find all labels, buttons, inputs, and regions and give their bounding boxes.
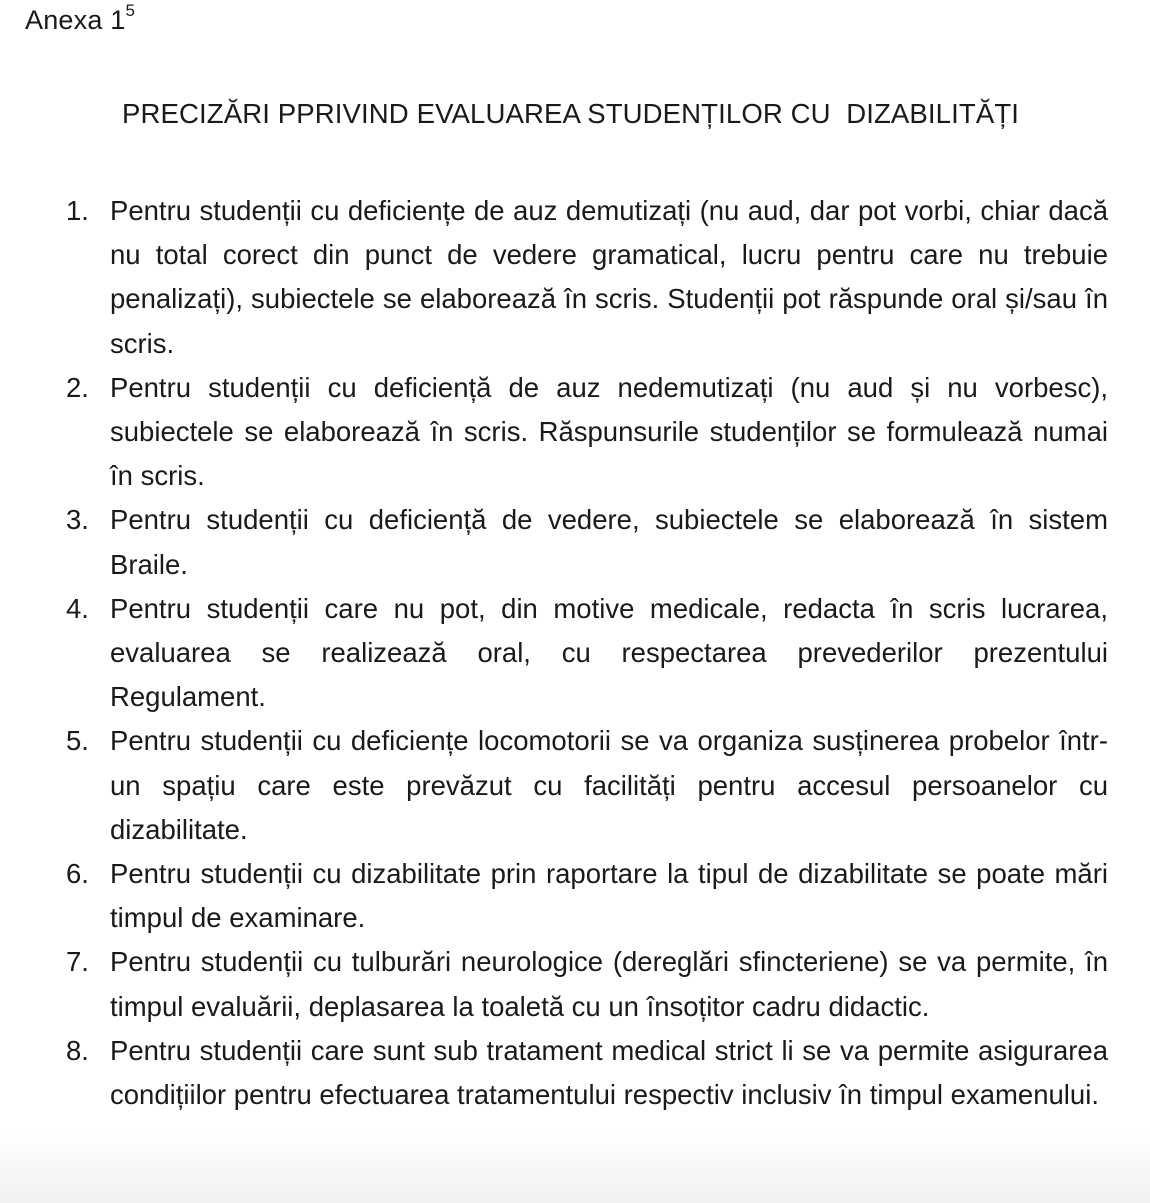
item-number: 2. [66,371,89,403]
item-number: 5. [66,725,89,757]
item-number: 7. [66,946,89,978]
item-number: 4. [66,592,89,624]
item-number: 3. [66,504,89,536]
list-item [66,852,1108,940]
item-number: 6. [66,858,89,890]
item-text: Pentru studenții cu tulburări neurologice (dereglări sfincteriene) se va permite, în timpul evaluării, deplasarea la toaletă cu un însoțitor cadru didactic. [110,946,1108,1022]
item-text: Pentru studenții cu deficiență de auz nedemutizați (nu aud și nu vorbesc), subiectele se elaborează în scris. Răspunsurile studenților se formulează numai în scris. [110,371,1108,492]
annex-label: Anexa 1 [25,5,126,35]
list-item [66,1029,1108,1117]
list-item [66,587,1108,720]
list-item [66,719,1108,852]
document-title: PRECIZĂRI PPRIVIND EVALUAREA STUDENȚILOR CU DIZABILITĂȚI [122,98,1020,129]
footnote-reference: 5 [125,1,136,20]
list-item [66,189,1108,366]
list-item [66,498,1108,586]
list-item [66,366,1108,499]
annex-heading [25,1,136,36]
item-text: Pentru studenții care sunt sub tratament medical strict li se va permite asigurarea condițiilor pentru efectuarea tratamentului respectiv inclusiv în timpul examenului. [110,1034,1108,1111]
item-text: Pentru studenții cu deficiențe de auz demutizați (nu aud, dar pot vorbi, chiar dacă nu total corect din punct de vedere gramatical, lucru pentru care nu trebuie penalizați), subiectele se elaborează în scris. Studenții pot răspunde oral și/sau în scris. [110,195,1108,359]
list-item [66,940,1108,1028]
item-text: Pentru studenții cu dizabilitate prin raportare la tipul de dizabilitate se poate mări timpul de examinare. [110,858,1108,934]
item-text: Pentru studenții cu deficiențe locomotorii se va organiza susținerea probelor într-un spațiu care este prevăzut cu facilități pentru accesul persoanelor cu dizabilitate. [110,725,1108,845]
item-number: 1. [66,195,89,226]
provisions-list [66,189,1108,1117]
item-text: Pentru studenții care nu pot, din motive medicale, redacta în scris lucrarea, evaluarea se realizează oral, cu respectarea prevederilor prezentului Regulament. [110,592,1108,713]
item-text: Pentru studenții cu deficiență de vedere, subiectele se elaborează în sistem Braile. [110,504,1108,580]
item-number: 8. [66,1034,89,1066]
